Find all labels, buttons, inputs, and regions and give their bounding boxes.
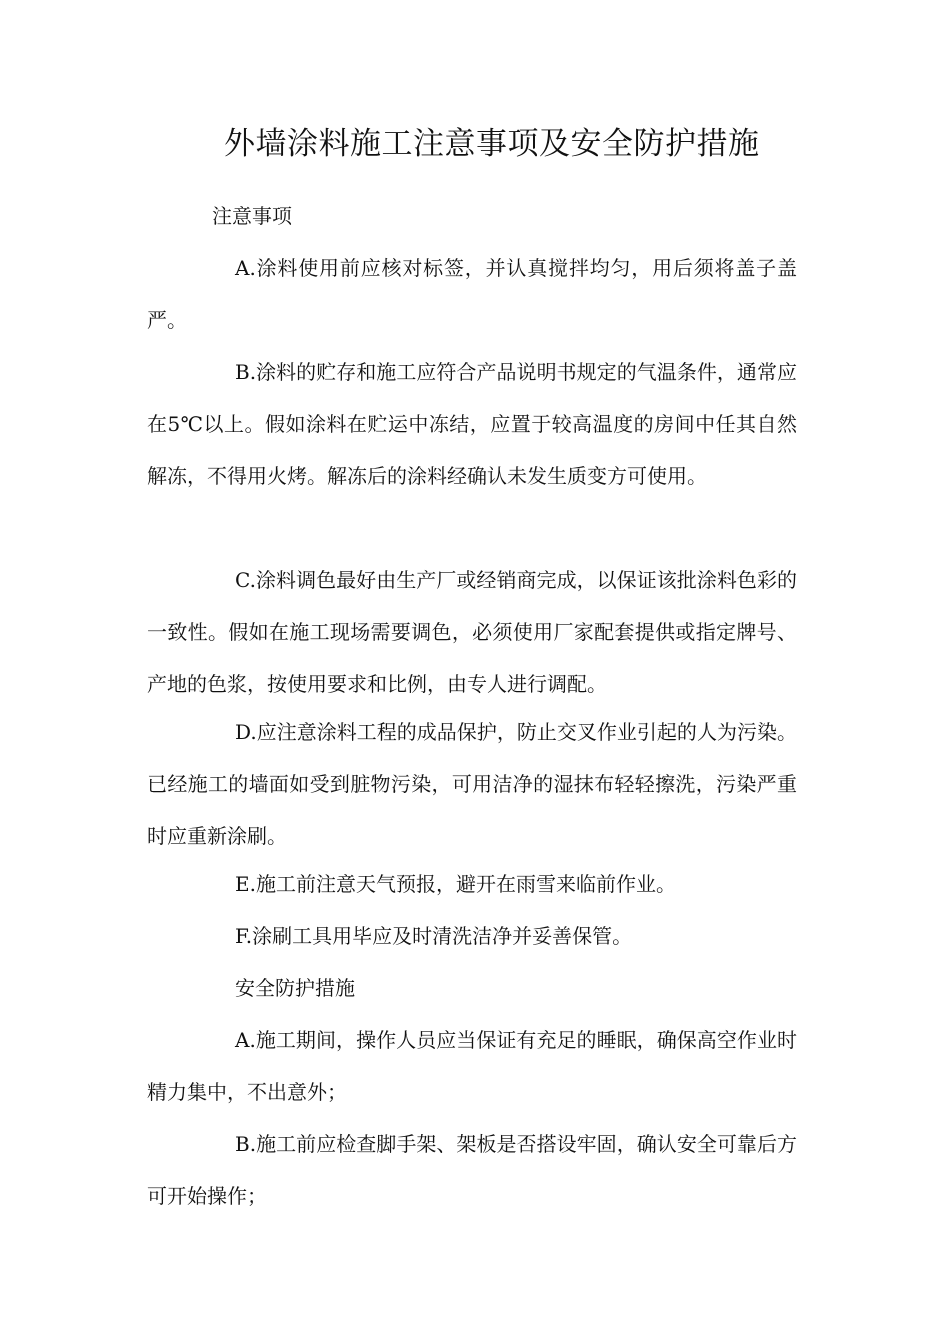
note-paragraph-a: A.涂料使用前应核对标签，并认真搅拌均匀，用后须将盖子盖严。 bbox=[147, 256, 797, 332]
note-paragraph-e: E.施工前注意天气预报，避开在雨雪来临前作业。 bbox=[235, 872, 676, 896]
section-heading-safety: 安全防护措施 bbox=[235, 976, 355, 1000]
note-paragraph-c: C.涂料调色最好由生产厂或经销商完成，以保证该批涂料色彩的一致性。假如在施工现场需要调色，必须使用厂家配套提供或指定牌号、产地的色浆，按使用要求和比例，由专人进行调配。 bbox=[147, 568, 797, 696]
note-paragraph-b: B.涂料的贮存和施工应符合产品说明书规定的气温条件，通常应在5℃以上。假如涂料在贮运中冻结，应置于较高温度的房间中任其自然解冻，不得用火烤。解冻后的涂料经确认未发生质变方可使用。 bbox=[147, 360, 797, 488]
note-paragraph-f: F.涂刷工具用毕应及时清洗洁净并妥善保管。 bbox=[235, 924, 633, 948]
section-heading-notes: 注意事项 bbox=[212, 204, 292, 228]
note-paragraph-d: D.应注意涂料工程的成品保护，防止交叉作业引起的人为污染。已经施工的墙面如受到脏物污染，可用洁净的湿抹布轻轻擦洗，污染严重时应重新涂刷。 bbox=[147, 720, 797, 848]
safety-paragraph-b: B.施工前应检查脚手架、架板是否搭设牢固，确认安全可靠后方可开始操作； bbox=[147, 1132, 797, 1208]
safety-paragraph-a: A.施工期间，操作人员应当保证有充足的睡眠，确保高空作业时精力集中，不出意外； bbox=[147, 1028, 797, 1104]
document-title: 外墙涂料施工注意事项及安全防护措施 bbox=[224, 126, 760, 162]
